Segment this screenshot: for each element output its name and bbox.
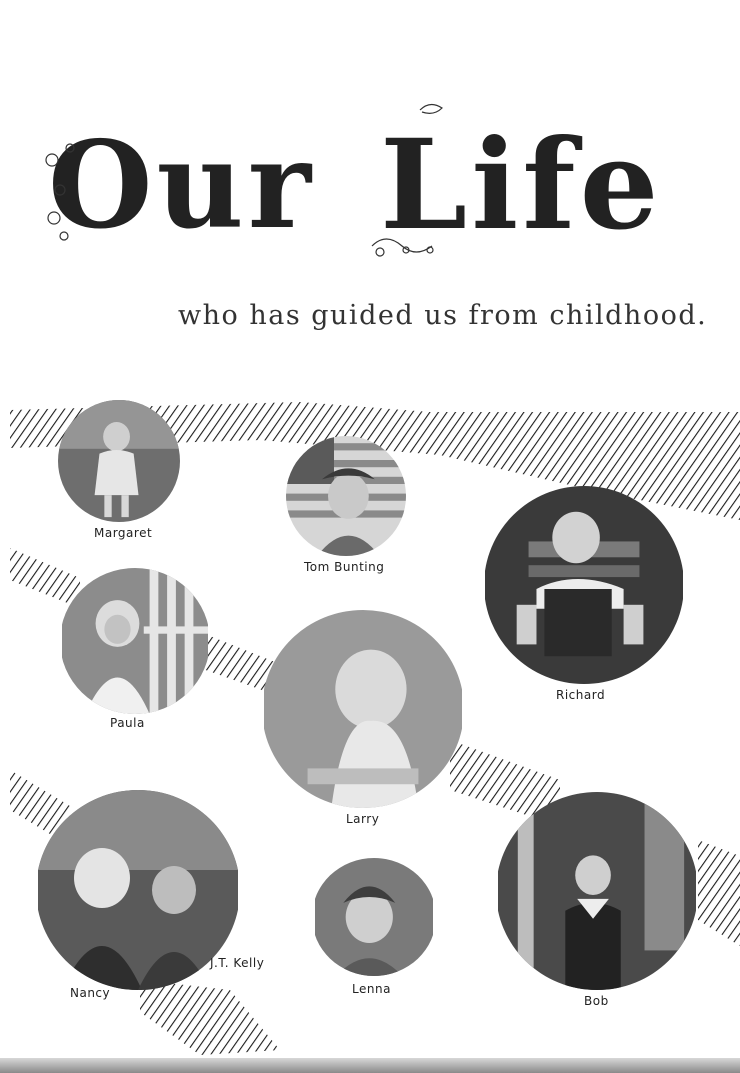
caption-jt-kelly: J.T. Kelly bbox=[210, 956, 265, 970]
child-portrait-icon bbox=[58, 400, 180, 522]
caption-nancy: Nancy bbox=[70, 986, 111, 1000]
title-flourish-icon bbox=[0, 0, 740, 300]
caption-richard: Richard bbox=[556, 688, 606, 702]
child-portrait-fence-icon bbox=[60, 568, 210, 714]
hatched-band-bottom bbox=[140, 980, 280, 1055]
photo-margaret bbox=[58, 400, 180, 522]
caption-lenna: Lenna bbox=[352, 982, 391, 996]
caption-paula: Paula bbox=[110, 716, 145, 730]
title-word-life: Life bbox=[380, 113, 663, 258]
caption-tom-bunting: Tom Bunting bbox=[304, 560, 385, 574]
child-portrait-flag-icon bbox=[286, 436, 406, 556]
baby-portrait-icon bbox=[262, 610, 464, 808]
hatched-band-left bbox=[10, 548, 80, 608]
child-portrait-icon bbox=[312, 858, 436, 976]
caption-larry: Larry bbox=[346, 812, 380, 826]
photo-bob bbox=[496, 792, 698, 990]
caption-bob: Bob bbox=[584, 994, 609, 1008]
child-portrait-porch-icon bbox=[496, 792, 698, 990]
photo-lenna bbox=[312, 858, 436, 976]
photo-larry bbox=[262, 610, 464, 808]
caption-margaret: Margaret bbox=[94, 526, 153, 540]
title-word-our: Our bbox=[48, 115, 315, 256]
page-bottom-edge bbox=[0, 1058, 740, 1073]
photo-paula bbox=[60, 568, 210, 714]
child-portrait-chair-icon bbox=[484, 486, 684, 684]
hatched-band-bottom-right bbox=[698, 840, 740, 946]
photo-richard bbox=[484, 486, 684, 684]
subtitle: who has guided us from childhood. bbox=[178, 300, 708, 331]
photo-tom-bunting bbox=[286, 436, 406, 556]
